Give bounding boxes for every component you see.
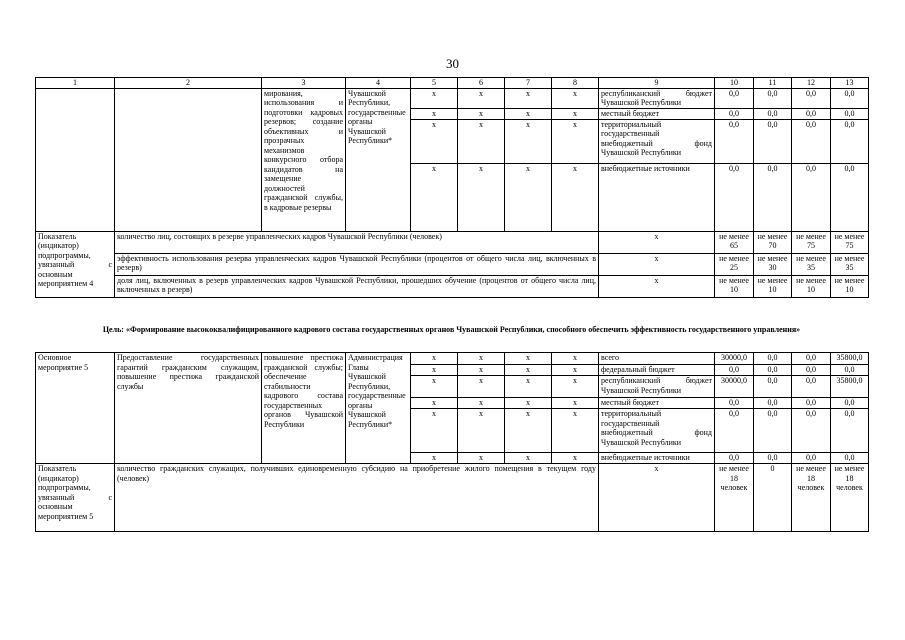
header-col-1: 1 [36,78,115,89]
x-cell: x [411,353,458,365]
x-cell: x [411,409,458,453]
x-cell: x [505,453,552,464]
x-cell: x [599,464,715,532]
x-cell: x [458,119,505,163]
x-cell: x [411,88,458,108]
activity-purpose-cell: повышение престижа гражданской службы; обеспечение стабильности кадрового состава государственных органов Чувашской Республики [262,353,346,464]
x-cell: x [552,409,599,453]
header-col-12: 12 [792,78,831,89]
value-cell: не менее 25 [715,253,754,275]
header-col-6: 6 [458,78,505,89]
x-cell: x [505,353,552,365]
value-cell: 0,0 [715,365,754,376]
value-cell: 0,0 [754,108,792,119]
x-cell: x [505,376,552,398]
funding-source-cell: республиканский бюджет Чувашской Республики [599,376,715,398]
x-cell: x [458,376,505,398]
indicator-row [36,253,869,275]
value-cell: 0,0 [754,163,792,231]
value-cell: 0,0 [792,453,831,464]
header-col-4: 4 [346,78,411,89]
value-cell: не менее 18 человек [831,464,869,532]
header-col-10: 10 [715,78,754,89]
value-cell: 0,0 [792,376,831,398]
value-cell: 35800,0 [831,353,869,365]
funding-source-cell: местный бюджет [599,398,715,409]
value-cell: не менее 10 [792,275,831,297]
value-cell: 0,0 [715,163,754,231]
x-cell: x [552,108,599,119]
x-cell: x [458,353,505,365]
value-cell: 0,0 [715,453,754,464]
executor-cell: Чувашской Республики, государственные органы Чувашской Республики* [346,88,411,231]
table-row [36,353,869,365]
value-cell: 0,0 [754,376,792,398]
value-cell: 0,0 [715,398,754,409]
x-cell: x [552,365,599,376]
header-col-5: 5 [411,78,458,89]
blank-cell [36,88,115,231]
funding-source-cell: внебюджетные источники [599,163,715,231]
goal-heading: Цель: «Формирование высококвалифицированного кадрового состава государственных органов Чувашской Республики, способного обеспечить эффективность государственного управления» [102,325,801,334]
program-table-part-2 [35,352,869,532]
value-cell: 0,0 [831,409,869,453]
x-cell: x [411,108,458,119]
x-cell: x [411,453,458,464]
x-cell: x [458,163,505,231]
value-cell: 0,0 [754,119,792,163]
header-col-11: 11 [754,78,792,89]
value-cell: 35800,0 [831,376,869,398]
funding-source-cell: федеральный бюджет [599,365,715,376]
value-cell: 0,0 [792,163,831,231]
x-cell: x [458,88,505,108]
value-cell: 0,0 [792,119,831,163]
x-cell: x [552,453,599,464]
value-cell: не менее 18 человек [715,464,754,532]
header-col-2: 2 [115,78,262,89]
value-cell: 0,0 [792,353,831,365]
header-col-8: 8 [552,78,599,89]
value-cell: 0,0 [831,398,869,409]
funding-source-cell: территориальный государственный внебюджетный фонд Чувашской Республики [599,119,715,163]
x-cell: x [411,376,458,398]
value-cell: 0,0 [754,365,792,376]
x-cell: x [505,108,552,119]
x-cell: x [552,163,599,231]
header-col-7: 7 [505,78,552,89]
value-cell: 0,0 [715,409,754,453]
value-cell: 0,0 [792,409,831,453]
program-table-part-1 [35,77,869,298]
x-cell: x [458,365,505,376]
value-cell: не менее 75 [792,231,831,253]
main-activity-cell: Основное мероприятие 5 [36,353,115,464]
value-cell: 0 [754,464,792,532]
activity-name-cell: Предоставление государственных гарантий гражданским служащим, повышение престижа гражданской службы [115,353,262,464]
blank-cell [115,88,262,231]
x-cell: x [599,275,715,297]
indicator-row [36,275,869,297]
value-cell: не менее 18 человек [792,464,831,532]
value-cell: 0,0 [831,119,869,163]
value-cell: 0,0 [754,453,792,464]
x-cell: x [505,398,552,409]
value-cell: не менее 65 [715,231,754,253]
value-cell: 0,0 [831,163,869,231]
indicator-text-cell: количество лиц, состоящих в резерве управленческих кадров Чувашской Республики (человек) [115,231,599,253]
indicator-label-cell: Показатель (индикатор) подпрограммы, увязанный с основным мероприятием 5 [36,464,115,532]
x-cell: x [458,398,505,409]
indicator-label-cell: Показатель (индикатор) подпрограммы, увязанный с основным мероприятием 4 [36,231,115,297]
header-col-9: 9 [599,78,715,89]
value-cell: 0,0 [831,88,869,108]
x-cell: x [552,376,599,398]
x-cell: x [458,108,505,119]
funding-source-cell: территориальный государственный внебюджетный фонд Чувашской Республики [599,409,715,453]
funding-source-cell: республиканский бюджет Чувашской Республики [599,88,715,108]
x-cell: x [505,365,552,376]
value-cell: не менее 10 [754,275,792,297]
value-cell: 30000,0 [715,376,754,398]
value-cell: 0,0 [831,453,869,464]
x-cell: x [552,353,599,365]
x-cell: x [552,119,599,163]
value-cell: не менее 10 [715,275,754,297]
value-cell: 0,0 [715,108,754,119]
value-cell: не менее 35 [792,253,831,275]
value-cell: 0,0 [754,398,792,409]
value-cell: не менее 35 [831,253,869,275]
x-cell: x [411,398,458,409]
indicator-text-cell: эффективность использования резерва управленческих кадров Чувашской Республики (процентов от общего числа лиц, включенных в резерв) [115,253,599,275]
x-cell: x [505,88,552,108]
x-cell: x [458,409,505,453]
indicator-row [36,464,869,532]
x-cell: x [552,88,599,108]
value-cell: 0,0 [792,398,831,409]
executor-cell: Администрация Главы Чувашской Республики, государственные органы Чувашской Республики* [346,353,411,464]
funding-source-cell: местный бюджет [599,108,715,119]
value-cell: 0,0 [792,108,831,119]
header-col-3: 3 [262,78,346,89]
value-cell: 0,0 [831,365,869,376]
value-cell: 0,0 [754,88,792,108]
x-cell: x [458,453,505,464]
page-number: 30 [446,56,459,71]
value-cell: 30000,0 [715,353,754,365]
funding-source-cell: всего [599,353,715,365]
indicator-row [36,231,869,253]
header-col-13: 13 [831,78,869,89]
value-cell: 0,0 [831,108,869,119]
x-cell: x [411,119,458,163]
x-cell: x [599,253,715,275]
value-cell: 0,0 [754,409,792,453]
x-cell: x [505,409,552,453]
value-cell: 0,0 [754,353,792,365]
value-cell: 0,0 [792,88,831,108]
x-cell: x [411,365,458,376]
value-cell: не менее 75 [831,231,869,253]
value-cell: не менее 10 [831,275,869,297]
activity-purpose-cell: мирования, использования и подготовки кадровых резервов; создание объективных и прозрачных механизмов конкурсного отбора кандидатов на замещение должностей гражданской службы, в кадровые резервы [262,88,346,231]
value-cell: 0,0 [792,365,831,376]
value-cell: 0,0 [715,88,754,108]
x-cell: x [599,231,715,253]
indicator-text-cell: доля лиц, включенных в резерв управленческих кадров Чувашской Республики, прошедших обучение (процентов от общего числа лиц, включенных в резерв) [115,275,599,297]
value-cell: не менее 30 [754,253,792,275]
x-cell: x [411,163,458,231]
table-row [36,88,869,108]
x-cell: x [552,398,599,409]
x-cell: x [505,163,552,231]
funding-source-cell: внебюджетные источники [599,453,715,464]
indicator-text-cell: количество гражданских служащих, получивших единовременную субсидию на приобретение жилого помещения в текущем году (человек) [115,464,599,532]
value-cell: 0,0 [715,119,754,163]
x-cell: x [505,119,552,163]
header-row [36,78,869,89]
value-cell: не менее 70 [754,231,792,253]
